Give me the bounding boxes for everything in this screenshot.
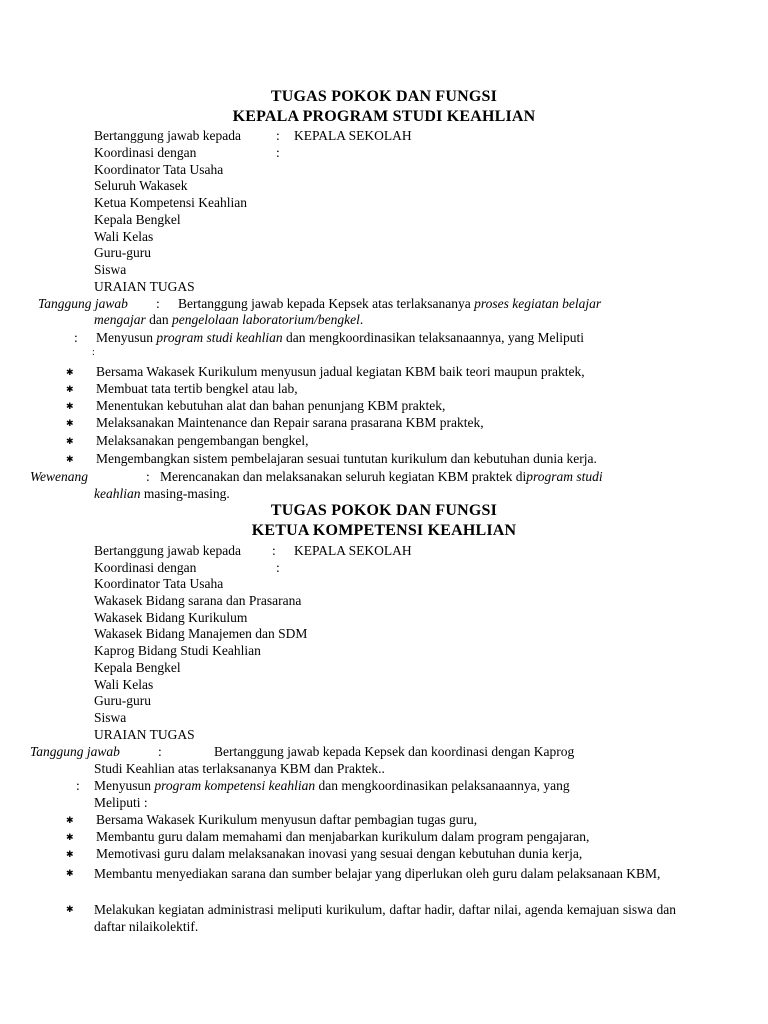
responsible-label: Bertanggung jawab kepada: [94, 543, 241, 558]
bullet-icon: ✱: [66, 849, 74, 859]
tj-text: dan: [149, 312, 169, 327]
section1-subtitle: KEPALA PROGRAM STUDI KEAHLIAN: [232, 108, 536, 125]
tanggung-jawab-text-cont: Studi Keahlian atas terlaksananya KBM dan Praktek..: [94, 761, 385, 776]
menyusun-word: Menyusun: [96, 330, 153, 345]
coord-item: Guru-guru: [94, 245, 151, 260]
menyusun-colon: :: [92, 347, 95, 358]
bullet-item: Mengembangkan sistem pembelajaran sesuai tuntutan kurikulum dan kebutuhan dunia kerja.: [96, 451, 597, 466]
bullet-icon: ✱: [66, 454, 74, 464]
bullet-item: Membantu guru dalam memahami dan menjabarkan kurikulum dalam program pengajaran,: [96, 829, 590, 844]
wewenang-label: Wewenang: [30, 469, 88, 484]
colon: :: [276, 145, 280, 160]
bullet-item: Melaksanakan pengembangan bengkel,: [96, 433, 309, 448]
bullet-icon: ✱: [66, 384, 74, 394]
responsible-value: KEPALA SEKOLAH: [294, 543, 412, 558]
bullet-icon: ✱: [66, 401, 74, 411]
coord-item: Siswa: [94, 710, 127, 725]
colon: :: [276, 128, 280, 143]
coordination-label: Koordinasi dengan: [94, 145, 197, 160]
wew-italic: program studi: [526, 469, 603, 484]
menyusun-rest: dan mengkoordinasikan pelaksanaannya, yang: [318, 778, 570, 793]
bullet-item: Melakukan kegiatan administrasi meliputi kurikulum, daftar hadir, daftar nilai, agenda kemajuan siswa dan daftar nilaikolektif.: [94, 902, 676, 934]
coord-item: Siswa: [94, 262, 127, 277]
bullet-icon: ✱: [66, 868, 74, 878]
coord-item: Koordinator Tata Usaha: [94, 576, 224, 591]
bullet-item: Membantu menyediakan sarana dan sumber belajar yang diperlukan oleh guru dalam pelaksanaan KBM,: [94, 866, 661, 881]
bullet-icon: ✱: [66, 418, 74, 428]
coord-item: Kepala Bengkel: [94, 660, 181, 675]
colon: :: [158, 744, 162, 759]
colon: :: [146, 469, 150, 484]
menyusun-rest: dan mengkoordinasikan telaksanaannya, yang Meliputi: [286, 330, 585, 345]
coord-item: Wali Kelas: [94, 229, 154, 244]
tj-text: Bertanggung jawab kepada Kepsek atas terlaksananya: [178, 296, 471, 311]
colon: :: [74, 330, 78, 345]
menyusun-italic: program studi keahlian: [156, 330, 283, 345]
colon: :: [276, 560, 280, 575]
bullet-icon: ✱: [66, 436, 74, 446]
section1-title: TUGAS POKOK DAN FUNGSI: [270, 88, 498, 105]
menyusun-text: [96, 330, 584, 346]
tanggung-jawab-label: Tanggung jawab: [30, 744, 120, 759]
coord-item: Wakasek Bidang sarana dan Prasarana: [94, 593, 302, 608]
coordination-label: Koordinasi dengan: [94, 560, 197, 575]
bullet-item: Menentukan kebutuhan alat dan bahan penunjang KBM praktek,: [96, 398, 446, 413]
coord-item: Ketua Kompetensi Keahlian: [94, 195, 247, 210]
section2-subtitle: KETUA KOMPETENSI KEAHLIAN: [251, 522, 517, 539]
uraian-heading: URAIAN TUGAS: [94, 279, 195, 294]
wew-italic: keahlian: [94, 486, 141, 501]
coord-item: Koordinator Tata Usaha: [94, 162, 224, 177]
tanggung-jawab-text: Bertanggung jawab kepada Kepsek dan koordinasi dengan Kaprog: [214, 744, 575, 759]
wewenang-text: [160, 469, 603, 485]
bullet-item: Memotivasi guru dalam melaksanakan inovasi yang sesuai dengan kebutuhan dunia kerja,: [96, 846, 583, 861]
colon: :: [76, 778, 80, 793]
bullet-icon: ✱: [66, 367, 74, 377]
bullet-item: Membuat tata tertib bengkel atau lab,: [96, 381, 298, 396]
section2-title: TUGAS POKOK DAN FUNGSI: [270, 502, 498, 519]
bullet-item: Melaksanakan Maintenance dan Repair sarana prasarana KBM praktek,: [96, 415, 484, 430]
menyusun-word: Menyusun: [94, 778, 151, 793]
coord-item: Seluruh Wakasek: [94, 178, 188, 193]
coord-item: Kepala Bengkel: [94, 212, 181, 227]
colon: :: [156, 296, 160, 311]
bullet-icon: ✱: [66, 904, 74, 914]
wewenang-text-cont: [94, 486, 230, 502]
menyusun-cont: Meliputi :: [94, 795, 148, 810]
coord-item: Guru-guru: [94, 693, 151, 708]
tj-text-italic: proses kegiatan belajar: [474, 296, 602, 311]
menyusun-italic: program kompetensi keahlian: [154, 778, 316, 793]
tanggung-jawab-text-cont: [94, 312, 363, 328]
bullet-item: Bersama Wakasek Kurikulum menyusun jadual kegiatan KBM baik teori maupun praktek,: [96, 364, 585, 379]
coord-item: Kaprog Bidang Studi Keahlian: [94, 643, 261, 658]
colon: :: [272, 543, 276, 558]
wew-text: masing-masing.: [143, 486, 230, 501]
tj-text-italic: mengajar: [94, 312, 146, 327]
tj-text: .: [359, 312, 364, 327]
bullet-icon: ✱: [66, 832, 74, 842]
bullet-item: Bersama Wakasek Kurikulum menyusun daftar pembagian tugas guru,: [96, 812, 478, 827]
menyusun-text: [94, 778, 676, 794]
uraian-heading: URAIAN TUGAS: [94, 727, 195, 742]
wew-text: Merencanakan dan melaksanakan seluruh kegiatan KBM praktek di: [160, 469, 527, 484]
bullet-icon: ✱: [66, 815, 74, 825]
coord-item: Wakasek Bidang Manajemen dan SDM: [94, 626, 308, 641]
tj-text-italic: pengelolaan laboratorium/bengkel: [172, 312, 360, 327]
tanggung-jawab-text: [178, 296, 601, 312]
coord-item: Wali Kelas: [94, 677, 154, 692]
coord-item: Wakasek Bidang Kurikulum: [94, 610, 248, 625]
tanggung-jawab-label: Tanggung jawab: [38, 296, 128, 311]
responsible-value: KEPALA SEKOLAH: [294, 128, 412, 143]
responsible-label: Bertanggung jawab kepada: [94, 128, 241, 143]
